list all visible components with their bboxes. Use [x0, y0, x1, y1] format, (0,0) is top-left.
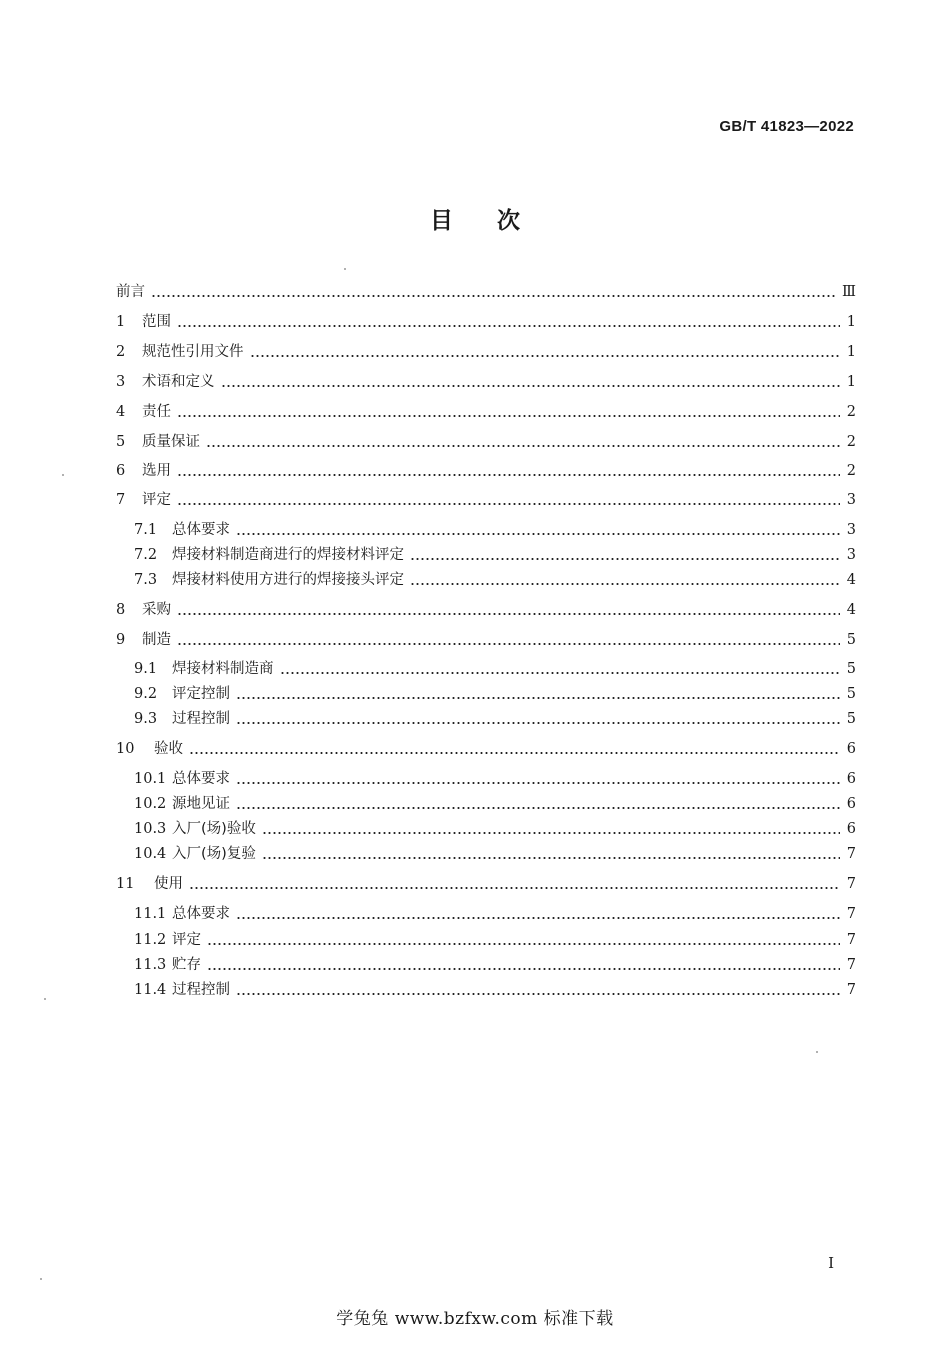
toc-entry-label: 总体要求: [172, 522, 230, 538]
toc-entry[interactable]: [116, 372, 856, 392]
toc-entry-number: 7.3: [134, 572, 158, 588]
toc-dot-leader: [236, 697, 840, 699]
toc-entry-page: 1: [846, 374, 856, 390]
toc-entry[interactable]: [134, 844, 856, 864]
toc-entry-label: 总体要求: [172, 906, 230, 922]
toc-dot-leader: [221, 385, 841, 387]
toc-entry-page: 5: [846, 632, 856, 648]
toc-entry-label: 总体要求: [172, 771, 230, 787]
toc-entry[interactable]: [134, 570, 856, 590]
toc-dot-leader: [262, 832, 840, 834]
toc-entry-page: 1: [846, 314, 856, 330]
toc-entry-label: 责任: [142, 404, 171, 420]
toc-entry-label: 过程控制: [172, 982, 230, 998]
toc-entry-page: 6: [846, 796, 856, 812]
toc-entry-number: 7.2: [134, 547, 158, 563]
toc-entry-label: 规范性引用文件: [142, 344, 244, 360]
toc-entry-number: 11.2: [134, 932, 167, 948]
toc-dot-leader: [177, 503, 840, 505]
toc-entry-page: 6: [846, 741, 856, 757]
toc-dot-leader: [236, 722, 840, 724]
toc-entry-page: 7: [846, 957, 856, 973]
toc-entry-label: 使用: [154, 876, 183, 892]
toc-dot-leader: [177, 474, 840, 476]
toc-entry-number: 10.3: [134, 821, 167, 837]
toc-entry-label: 焊接材料使用方进行的焊接接头评定: [172, 572, 404, 588]
toc-entry-label: 焊接材料制造商: [172, 661, 274, 677]
toc-entry-number: 7: [116, 492, 126, 508]
toc-entry-page: 7: [846, 982, 856, 998]
toc-entry-label: 评定控制: [172, 686, 230, 702]
toc-entry[interactable]: [134, 980, 856, 1000]
toc-entry-number: 9.2: [134, 686, 158, 702]
toc-entry[interactable]: [134, 659, 856, 679]
toc-entry-label: 术语和定义: [142, 374, 215, 390]
toc-entry-label: 评定: [172, 932, 201, 948]
toc-entry[interactable]: [134, 819, 856, 839]
toc-entry-label: 验收: [154, 741, 183, 757]
toc-dot-leader: [262, 857, 840, 859]
toc-entry[interactable]: [134, 930, 856, 950]
footer-watermark: 学兔兔 www.bzfxw.com 标准下载: [336, 1309, 614, 1329]
toc-dot-leader: [236, 917, 840, 919]
toc-dot-leader: [177, 415, 840, 417]
toc-entry-number: 10.1: [134, 771, 167, 787]
toc-entry[interactable]: [116, 874, 856, 894]
toc-entry-number: 10.2: [134, 796, 167, 812]
toc-entry-page: 1: [846, 344, 856, 360]
toc-entry-label: 入厂(场)复验: [172, 846, 256, 862]
toc-dot-leader: [236, 533, 840, 535]
toc-entry-number: 11.3: [134, 957, 167, 973]
toc-entry-label: 制造: [142, 632, 171, 648]
toc-entry-label: 前言: [116, 284, 145, 300]
toc-entry-label: 焊接材料制造商进行的焊接材料评定: [172, 547, 404, 563]
toc-entry-page: 4: [846, 602, 856, 618]
toc-dot-leader: [410, 558, 840, 560]
toc-entry-page: 2: [846, 463, 856, 479]
toc-entry-page: 2: [846, 434, 856, 450]
standard-code: GB/T 41823—2022: [719, 118, 854, 135]
toc-entry-number: 9.1: [134, 661, 158, 677]
toc-entry[interactable]: [116, 312, 856, 332]
toc-entry-number: 4: [116, 404, 126, 420]
toc-entry[interactable]: [116, 600, 856, 620]
toc-entry[interactable]: [134, 794, 856, 814]
page-number: I: [828, 1254, 834, 1272]
toc-entry[interactable]: [134, 904, 856, 924]
toc-entry[interactable]: [134, 709, 856, 729]
toc-entry[interactable]: [134, 545, 856, 565]
toc-entry-page: 3: [846, 492, 856, 508]
toc-dot-leader: [189, 887, 840, 889]
toc-entry-page: 7: [846, 906, 856, 922]
page-title: 目次: [430, 208, 564, 234]
toc-entry-number: 7.1: [134, 522, 158, 538]
toc-entry-label: 源地见证: [172, 796, 230, 812]
toc-entry-page: 6: [846, 821, 856, 837]
toc-entry[interactable]: [116, 282, 856, 302]
toc-entry-label: 评定: [142, 492, 171, 508]
toc-dot-leader: [410, 583, 840, 585]
toc-entry[interactable]: [134, 684, 856, 704]
toc-entry-number: 2: [116, 344, 126, 360]
toc-dot-leader: [151, 295, 836, 297]
toc-entry-number: 10: [116, 741, 135, 757]
toc-entry-page: 4: [846, 572, 856, 588]
toc-entry[interactable]: [134, 955, 856, 975]
toc-entry-page: Ⅲ: [842, 284, 856, 300]
toc-entry-number: 9.3: [134, 711, 158, 727]
toc-dot-leader: [207, 968, 840, 970]
toc-dot-leader: [236, 782, 840, 784]
toc-dot-leader: [177, 643, 840, 645]
toc-entry-page: 7: [846, 932, 856, 948]
toc-entry-number: 5: [116, 434, 126, 450]
toc-entry-number: 11.4: [134, 982, 167, 998]
scan-speck: [344, 268, 346, 270]
toc-dot-leader: [236, 993, 840, 995]
toc-dot-leader: [189, 752, 840, 754]
toc-entry[interactable]: [116, 342, 856, 362]
scan-speck: [40, 1278, 42, 1280]
toc-entry-label: 贮存: [172, 957, 201, 973]
toc-entry-number: 6: [116, 463, 126, 479]
toc-dot-leader: [236, 807, 840, 809]
toc-entry[interactable]: [134, 769, 856, 789]
toc-dot-leader: [206, 445, 840, 447]
toc-dot-leader: [280, 672, 841, 674]
scan-speck: [44, 998, 46, 1000]
toc-entry[interactable]: [116, 432, 856, 452]
toc-entry-label: 入厂(场)验收: [172, 821, 256, 837]
toc-entry-label: 采购: [142, 602, 171, 618]
scan-speck: [816, 1051, 818, 1053]
scan-speck: [62, 474, 64, 476]
toc-entry-number: 3: [116, 374, 126, 390]
toc-dot-leader: [177, 613, 840, 615]
toc-entry[interactable]: [116, 402, 856, 422]
toc-entry[interactable]: [116, 490, 856, 510]
toc-entry-number: 9: [116, 632, 126, 648]
toc-entry-page: 2: [846, 404, 856, 420]
toc-entry-number: 1: [116, 314, 126, 330]
toc-entry-page: 5: [846, 661, 856, 677]
toc-entry-page: 7: [846, 876, 856, 892]
toc-entry-number: 8: [116, 602, 126, 618]
toc-dot-leader: [177, 325, 840, 327]
toc-entry-label: 选用: [142, 463, 171, 479]
toc-dot-leader: [207, 943, 840, 945]
toc-entry-page: 3: [846, 547, 856, 563]
toc-entry[interactable]: [116, 630, 856, 650]
toc-entry[interactable]: [116, 461, 856, 481]
toc-entry-label: 过程控制: [172, 711, 230, 727]
toc-entry-number: 10.4: [134, 846, 167, 862]
toc-entry[interactable]: [116, 739, 856, 759]
toc-entry-page: 7: [846, 846, 856, 862]
toc-dot-leader: [250, 355, 841, 357]
toc-entry-page: 5: [846, 711, 856, 727]
toc-entry-label: 质量保证: [142, 434, 200, 450]
toc-entry-label: 范围: [142, 314, 171, 330]
toc-entry-page: 3: [846, 522, 856, 538]
toc-entry-page: 6: [846, 771, 856, 787]
toc-entry[interactable]: [134, 520, 856, 540]
toc-entry-number: 11.1: [134, 906, 167, 922]
toc-entry-page: 5: [846, 686, 856, 702]
toc-entry-number: 11: [116, 876, 135, 892]
